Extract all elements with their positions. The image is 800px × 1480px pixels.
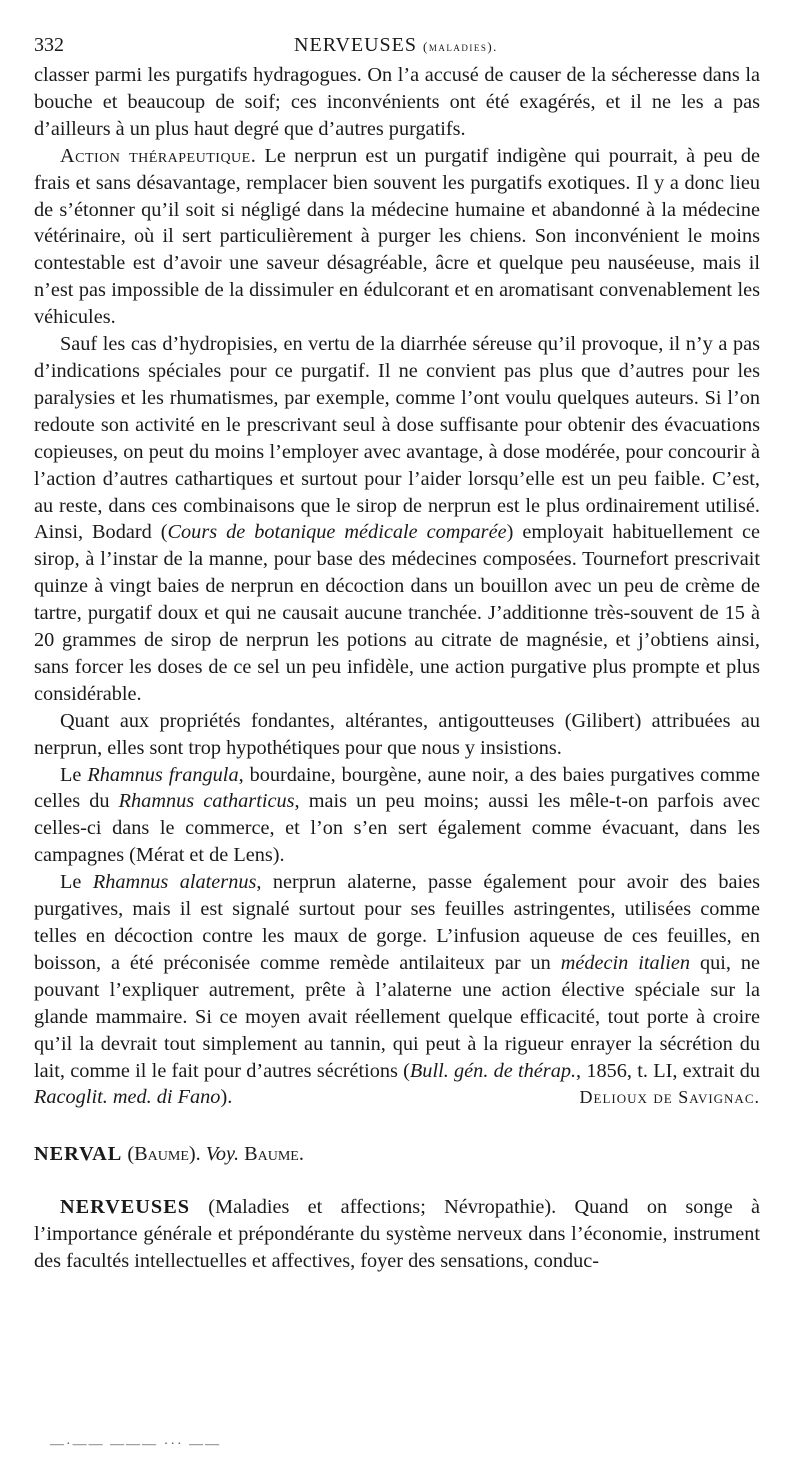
footer-rule-marks: —·—— ——— ··· ——	[50, 1437, 222, 1452]
entry-nerval: NERVAL (Baume). Voy. Baume.	[34, 1143, 304, 1166]
section-label: Action thérapeutique.	[60, 144, 257, 167]
paragraph-properties: Quant aux propriétés fondantes, altérantes, antigoutteuses (Gilibert) attribuées au nerprun, elles sont trop hypothétiques pour que nous y insistions.	[34, 709, 760, 759]
page-body	[34, 62, 760, 1275]
running-title-sub: (maladies).	[423, 39, 498, 54]
author-signature: Delioux de Savignac.	[579, 1087, 760, 1108]
page-number: 332	[34, 34, 64, 56]
running-title-main: NERVEUSES	[294, 34, 418, 56]
entry-headword: NERVAL	[34, 1143, 123, 1166]
entry-nerveuses: NERVEUSES (Maladies et affections; Névropathie). Quand on songe à l’importance générale et prépondérante du système nerveux dans l’économie, instrument des facultés intellectuelles et affectives, foyer des sensations, conduc-	[34, 1196, 760, 1273]
running-header	[34, 30, 758, 60]
paragraph-therapeutic-action: Action thérapeutique. Le nerprun est un purgatif indigène qui pourrait, à peu de frais et sans désavantage, remplacer bien souvent les purgatifs exotiques. Il y a donc lieu de s’étonner qu’il soit si négligé dans la médecine humaine et abandonné à la médecine vétérinaire, où il sert particulièrement à purger les chiens. Son inconvénient le moins contestable est d’avoir une saveur désagréable, âcre et quelque peu nauséeuse, mais il n’est pas impossible de la dissimuler en édulcorant et en aromatisant convenablement les véhicules.	[34, 144, 760, 329]
paragraph-rhamnus-frangula: Le Rhamnus frangula, bourdaine, bourgène, aune noir, a des baies purgatives comme celles du Rhamnus catharticus, mais un peu moins; aussi les mêle-t-on parfois avec celles-ci dans le commerce, et l’on s’en sert également comme évacuant, dans les campagnes (Mérat et de Lens).	[34, 763, 760, 867]
paragraph-continuation: classer parmi les purgatifs hydragogues. On l’a accusé de causer de la sécheresse dans la bouche et beaucoup de soif; ces inconvénients ont été exagérés, et il ne les a pas d’ailleurs à un plus haut degré que d’autres purgatifs.	[34, 64, 760, 140]
book-title: Cours de botanique médicale comparée	[167, 521, 507, 544]
running-title	[34, 30, 758, 62]
entry-headword: NERVEUSES	[60, 1196, 191, 1219]
paragraph-indications: Sauf les cas d’hydropisies, en vertu de la diarrhée séreuse qu’il provoque, il n’y a pas d’indications spéciales pour ce purgatif. Il ne convient pas plus que d’autres pour les paralysies et les rhumatismes, par exemple, comme l’ont voulu quelques auteurs. Si l’on redoute son activité en le prescrivant seul à dose suffisante pour obtenir des évacuations copieuses, on peut du moins l’employer avec avantage, à dose modérée, pour concourir à l’action d’autres cathartiques et surtout pour l’aider lorsqu’elle est un peu faible. C’est, au reste, dans ces combinaisons que le sirop de nerprun est le plus ordinairement utilisé. Ainsi, Bodard (Cours de botanique médicale comparée) employait habituellement ce sirop, à l’instar de la manne, pour base des médecines composées. Tournefort prescrivait quinze à vingt baies de nerprun en décoction dans un bouillon avec un peu de crème de tartre, purgatif doux et qui ne causait aucune tranchée. J’additionne très-souvent de 15 à 20 grammes de sirop de nerprun les potions au citrate de magnésie, et j’obtiens ainsi, sans forcer les doses de ce sel un peu infidèle, une action purgative plus prompte et plus considérable.	[34, 333, 761, 705]
paragraph-rhamnus-alaternus: Le Rhamnus alaternus, nerprun alaterne, passe également pour avoir des baies purgatives, mais il est signalé surtout pour ses feuilles astringentes, utilisées comme telles en décoction contre les maux de gorge. L’infusion aqueuse de ces feuilles, en boisson, a été préconisée comme remède antilaiteux par un médecin italien qui, ne pouvant l’expliquer autrement, prête à l’alaterne une action élective spéciale sur la glande mammaire. Si ce moyen avait réellement quelque efficacité, tout porte à croire qu’il la devrait tout simplement au tannin, qui peut à la rigueur enrayer la sécrétion du lait, comme il le fait pour d’autres sécrétions (Bull. gén. de thérap., 1856, t. LI, extrait du Racoglit. med. di Fano). Delioux de Savignac.	[34, 869, 760, 1111]
